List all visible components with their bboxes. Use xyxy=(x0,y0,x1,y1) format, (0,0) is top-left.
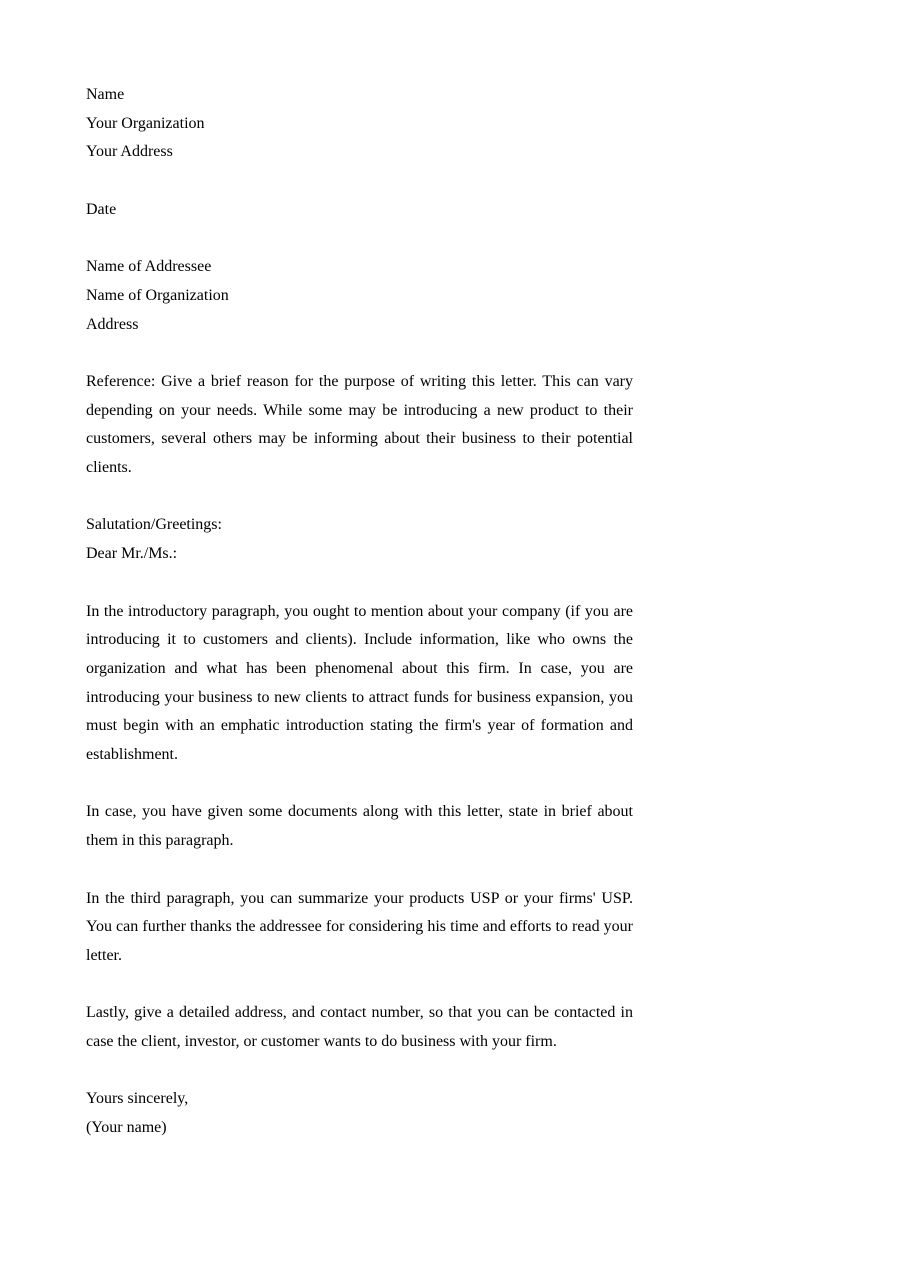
body-paragraph-2: In case, you have given some documents along with this letter, state in brief about them in this paragraph. xyxy=(86,803,633,850)
spacer xyxy=(86,856,633,885)
sender-name: Name xyxy=(86,86,125,103)
salutation-greeting: Dear Mr./Ms.: xyxy=(86,545,178,563)
spacer xyxy=(86,167,633,196)
body-paragraph-3: In the third paragraph, you can summarize your products USP or your firms' USP. You can further thanks the addressee for considering his time and efforts to read your letter. xyxy=(86,889,633,964)
salutation-block xyxy=(86,511,633,568)
spacer xyxy=(86,483,633,512)
reference-paragraph: Reference: Give a brief reason for the purpose of writing this letter. This can vary depending on your needs. While some may be introducing a new product to their customers, several others may be informing about their business to their potential clients. xyxy=(86,372,633,477)
sender-organization: Your Organization xyxy=(86,114,205,132)
recipient-block xyxy=(86,253,633,339)
closing-block xyxy=(86,1085,633,1142)
letter-body xyxy=(86,81,633,1143)
spacer xyxy=(86,339,633,368)
spacer xyxy=(86,770,633,799)
spacer xyxy=(86,569,633,598)
spacer xyxy=(86,971,633,1000)
letter-date: Date xyxy=(86,200,117,218)
spacer xyxy=(86,1057,633,1086)
sender-address: Your Address xyxy=(86,143,173,161)
salutation-label: Salutation/Greetings: xyxy=(86,516,222,534)
recipient-address: Address xyxy=(86,315,139,333)
body-paragraph-1: In the introductory paragraph, you ought to mention about your company (if you are introducing it to customers and clients). Include information, like who owns the organization and what has been phenomenal about this firm. In case, you are introducing your business to new clients to attract funds for business expansion, you must begin with an emphatic introduction stating the firm's year of formation and establishment. xyxy=(86,602,633,764)
recipient-name: Name of Addressee xyxy=(86,258,212,276)
sender-block xyxy=(86,81,633,167)
recipient-organization: Name of Organization xyxy=(86,286,229,304)
closing-valediction: Yours sincerely, xyxy=(86,1090,189,1108)
closing-signature: (Your name) xyxy=(86,1119,167,1137)
spacer xyxy=(86,225,633,254)
body-paragraph-4: Lastly, give a detailed address, and contact number, so that you can be contacted in case the client, investor, or customer wants to do business with your firm. xyxy=(86,1004,633,1051)
